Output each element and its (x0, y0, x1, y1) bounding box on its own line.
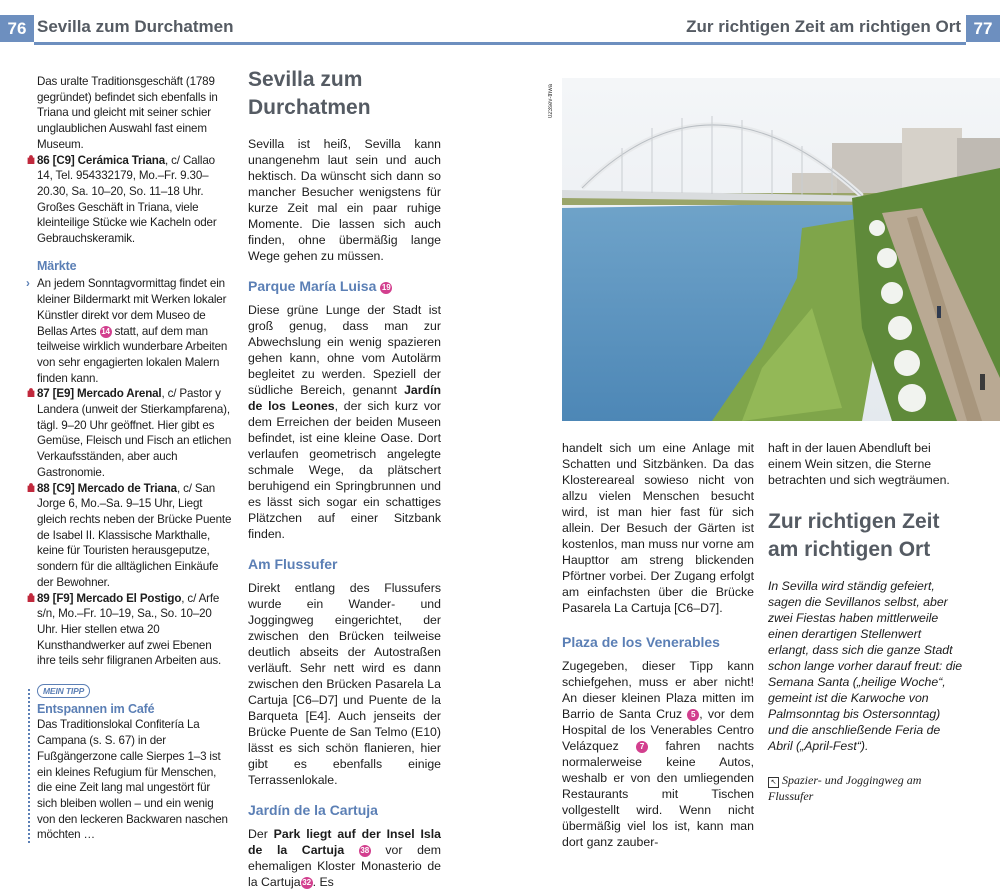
entry-86-text: , c/ Callao 14, Tel. 954332179, Mo.–Fr. 9.30–20.30, Sa. 10–20, So. 11–18 Uhr. Großes Geschäft in Triana, viele kleinteilige Stücke wie Kacheln oder Gebrauchskeramik. (37, 153, 217, 246)
column-cartuja-plaza (562, 440, 754, 850)
section-title-right: Zur richtigen Zeit am richtigen Ort (768, 510, 940, 561)
ceramics-intro-text: Das uralte Traditionsgeschäft (1789 gegründet) befindet sich ebenfalls in Triana und gleicht mit seiner schier unglaublichen Auswahl fast einem Museum. (37, 75, 218, 151)
map-marker-badge: 32 (302, 878, 312, 887)
page-number-right: 77 (966, 15, 1000, 42)
running-title-right: Zur richtigen Zeit am richtigen Ort (686, 17, 961, 36)
heading-parque: Parque María Luisa 19 (248, 278, 391, 294)
column-zeit-ort (768, 440, 964, 804)
entry-86-title: 86 [C9] Cerámica Triana (37, 153, 166, 167)
page-header-right (500, 13, 1000, 42)
tip-title: Entspannen im Café (37, 701, 155, 716)
entry-89 (37, 591, 233, 670)
entry-89-text: , c/ Arfe s/n, Mo.–Fr. 10–19, Sa., So. 10–20 Uhr. Hier stellen etwa 20 Kunsthandwerker auf zwei Ebenen ihre teils sehr filigranen Arbeiten aus. (37, 591, 222, 668)
shopping-bag-icon (27, 483, 35, 492)
column-durchatmen (248, 66, 441, 890)
parque-paragraph: Diese grüne Lunge der Stadt ist groß genug, dass man zur Abwechslung ein wenig spazieren gehen kann, ohne vom Autolärm begleitet zu werden. Speziell der südliche Bereich, genannt Jardín de los Leones, der sich kurz vor dem Erreichen der beiden Museen befindet, ist eine kleine Oase. Dort verlaufen geometrisch angelegte schmale Wege, da plätschert beruhigend ein Springbrunnen und es lässt sich sogar ein schattiges Plätzchen auf einer Sitzbank finden. (248, 303, 441, 541)
shopping-bag-icon (27, 155, 35, 164)
entry-86 (37, 153, 233, 247)
header-rule-right (500, 42, 966, 45)
map-marker-badge: 38 (360, 846, 370, 855)
entry-87 (37, 386, 233, 480)
running-title-left: Sevilla zum Durchatmen (37, 17, 234, 36)
caption-arrow-icon: ↖ (768, 777, 779, 788)
entry-88-text: , c/ San Jorge 6, Mo.–Sa. 9–15 Uhr, Liegt gleich rechts neben der Brücke Puente de Isabel II. Klassische Markthalle, keine für Touristen herausgeputze, sondern für die alltäglichen Einkäufe der Bewohner. (37, 481, 232, 589)
shopping-bag-icon (27, 388, 35, 397)
photo-caption: ↖ Spazier- und Joggingweg am Flussufer (768, 773, 922, 803)
entry-87-title: 87 [E9] Mercado Arenal (37, 387, 162, 401)
plaza-continued: haft in der lauen Abendluft bei einem Wein sitzen, die Sterne betrachten und sich wegträumen. (768, 441, 950, 487)
entry-88-title: 88 [C9] Mercado de Triana (37, 481, 177, 495)
heading-plaza: Plaza de los Venerables (562, 634, 720, 650)
photo-illustration (562, 78, 1000, 421)
map-marker-badge: 7 (636, 741, 648, 753)
bullet-bildermarkt (26, 276, 233, 386)
heading-flussufer: Am Flussufer (248, 556, 338, 572)
entry-87-text: , c/ Pastor y Landera (unweit der Stierkampfarena), tägl. 9–20 Uhr geöffnet. Hier gibt es Gemüse, Fleisch und Fisch an etlichen Verkaufsständen, aber auch Gastronomie. (37, 387, 232, 479)
column-shops-markets (26, 74, 233, 843)
map-marker-badge: 19 (381, 283, 391, 292)
page-header-left (0, 13, 500, 42)
shopping-bag-icon (27, 593, 35, 602)
map-marker-badge: 5 (687, 709, 699, 721)
map-marker-badge: 14 (101, 326, 110, 336)
jardin-paragraph: Der Park liegt auf der Insel Isla de la Cartuja 38 vor dem ehemaligen Kloster Monasterio de la Cartuja 32 . Es (248, 827, 442, 889)
mein-tipp-box (37, 683, 233, 843)
header-rule-left (34, 42, 500, 45)
entry-88 (37, 481, 233, 591)
mein-tipp-badge: MEIN TIPP (37, 684, 90, 698)
entry-89-title: 89 [F9] Mercado El Postigo (37, 591, 182, 605)
bullet-text-b: statt, auf dem man teilweise wirklich wunderbare Arbeiten von sehr engagierten lokalen Malern finden kann. (37, 324, 228, 385)
tip-text: Das Traditionslokal Confitería La Campana (s. S. 67) in der Fußgängerzone calle Sierpes 1–3 ist ein kleines Refugium für Menschen, die eine Zeit lang mal ungestört für sich bleiben wollen – und ein wenig von den leckeren Backwaren naschen möchten … (37, 718, 228, 842)
page-number-left: 76 (0, 15, 34, 42)
arrow-bullet-icon: › (26, 277, 30, 291)
intro-paragraph: Sevilla ist heiß, Sevilla kann unangenehm laut sein und auch hektisch. Da wünscht sich dann so mancher Besucher wenigstens für kurze Zeit mal ein paar ruhige Momente. Die lassen sich auch finden, ohne übermäßig lange Wege gehen zu müssen. (248, 137, 441, 263)
photo-credit: 023sev-thwa (548, 83, 554, 118)
section-title: Sevilla zum Durchatmen (248, 68, 371, 119)
plaza-paragraph: Zugegeben, dieser Tipp kann schiefgehen, muss er aber nicht! An dieser kleinen Plaza mitten im Barrio de Santa Cruz 5 , vor dem Hospital de los Venerables Centro Velázquez 7 fahren nachts normalerweise keine Autos, weshalb er von den umliegenden Restaurants mit Tischen vollgestellt wird. Wenn nicht übermäßig viel los ist, kann man dort ganz zauber- (562, 659, 754, 849)
river-bridge-photo (562, 78, 1000, 421)
dotted-rule (28, 689, 30, 843)
jardin-continued: handelt sich um eine Anlage mit Schatten und Sitzbänken. Da das Klostereareal sowieso nicht von allzu vielen Menschen besucht wird, ist man hier fast für sich allein. Der Besuch der Gärten ist kostenlos, man muss nur vorne am Haupttor am streng blickenden Pförtner vorbei. Der Zugang erfolgt am einfachsten über die Brücke Pasarela La Cartuja [C6–D7]. (562, 441, 754, 615)
bullet-text-a: An jedem Sonntagvormittag findet ein kleiner Bildermarkt mit Werken lokaler Künstler direkt vor dem Museo de Bellas Artes (37, 277, 227, 338)
heading-maerkte: Märkte (37, 258, 77, 273)
heading-jardin: Jardín de la Cartuja (248, 802, 378, 818)
fiestas-italic-text: In Sevilla wird ständig gefeiert, sagen die Sevillanos selbst, aber zwei Fiestas haben mittlerweile einen derartigen Stellenwert erlangt, dass sich die ganze Stadt schon lange vorher darauf freut: die Semana Santa („heilige Woche“, gemeint ist die Karwoche von Palmsonntag bis Ostersonntag) und die anschließende Feria de Abril („April-Fest“). (768, 579, 963, 753)
flussufer-paragraph: Direkt entlang des Flussufers wurde ein Wander- und Joggingweg eingerichtet, der zwischen den Brücken teilweise deutlich abseits der Autostraßen verläuft. Sehr nett wird es dann zwischen den Brücken Pasarela La Cartuja [C6–D7] und Puente de la Barqueta [E4]. Auch jenseits der Brücke Puente de San Telmo (E10) lässt es sich schön flanieren, hier gibt es ebenfalls einige Terrassenlokale. (248, 581, 441, 787)
